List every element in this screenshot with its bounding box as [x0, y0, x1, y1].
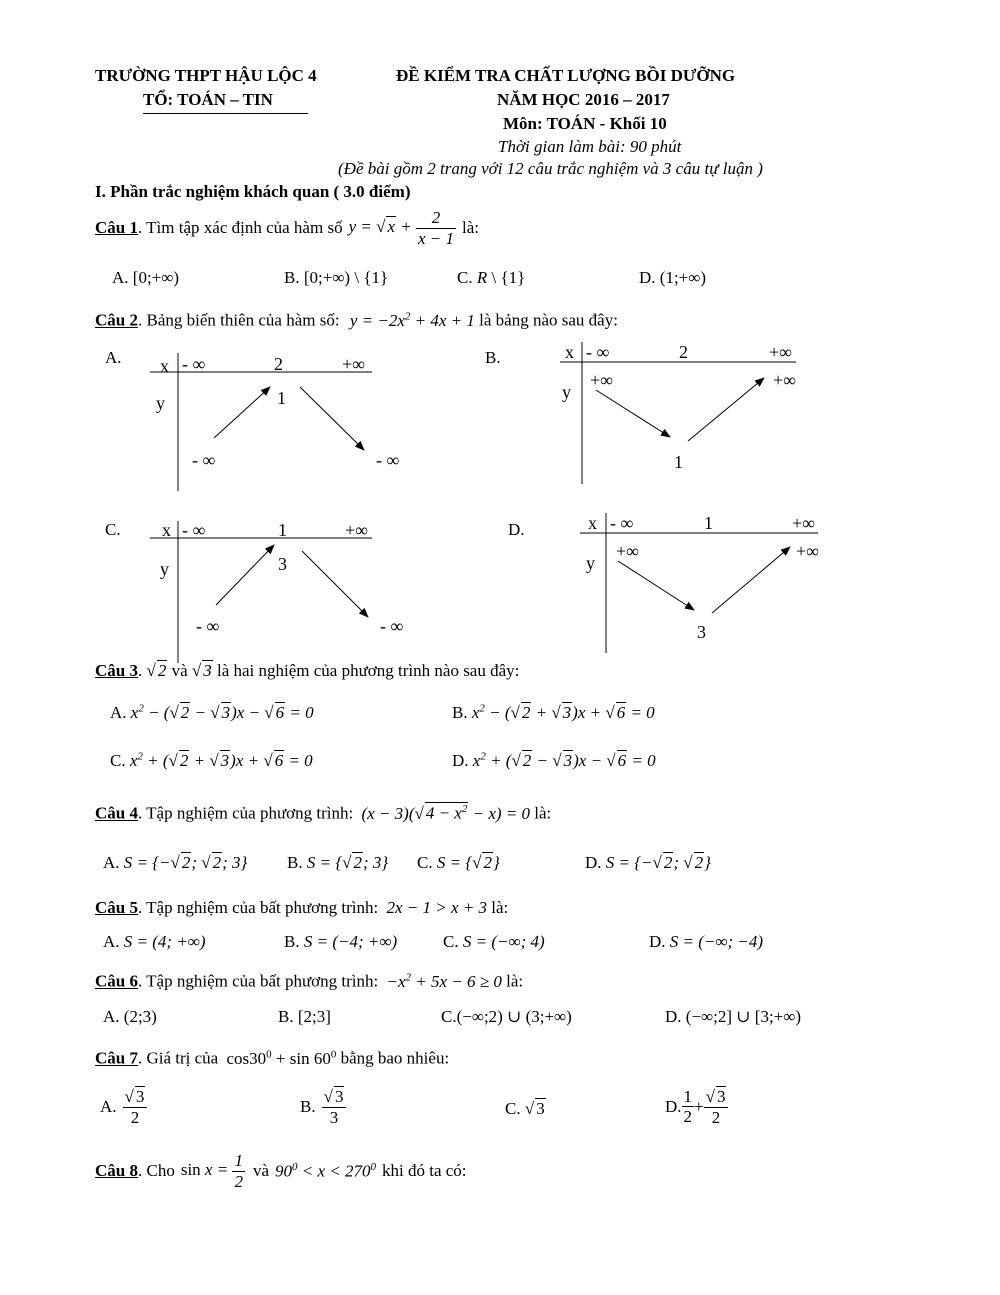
question-text: . Tập nghiệm của bất phương trình:	[137, 971, 379, 991]
question-suffix: là:	[491, 898, 509, 917]
arrow-up	[216, 545, 274, 605]
table-x-neg-inf: - ∞	[182, 520, 206, 540]
table-y-vertex: 3	[697, 622, 706, 642]
question-formula: 2x − 1 > x + 3	[386, 898, 488, 917]
arrow-up	[688, 378, 764, 441]
q7-option-b[interactable]: B. $\frac{√ 3}{3}$	[300, 1086, 346, 1127]
option-label: A.	[103, 853, 120, 872]
q3-option-b[interactable]: B. $x^2$ − (√ 2 + √ 3)x + √ 6 = 0	[452, 702, 655, 722]
option-label: C.	[441, 1007, 457, 1026]
option-label: D.	[585, 853, 602, 872]
question-suffix: là:	[506, 971, 524, 991]
option-label: A.	[100, 1096, 117, 1116]
option-label: B.	[284, 932, 300, 951]
subject: Môn: TOÁN - Khối 10	[503, 114, 667, 133]
table-y-right: - ∞	[376, 450, 400, 470]
question-label: Câu 6	[95, 971, 138, 991]
q5-option-d[interactable]: D. S = (−∞; −4)	[649, 932, 764, 951]
question-4	[95, 802, 551, 824]
question-text: . Tập nghiệm của bất phương trình:	[137, 898, 379, 917]
question-text: là hai nghiệm của phương trình nào sau đây:	[216, 661, 520, 680]
table-y-vertex: 3	[278, 554, 287, 574]
table-y-label: y	[586, 553, 595, 573]
arrow-up	[214, 387, 270, 438]
table-x-pos-inf: +∞	[342, 354, 365, 374]
angle-range: $90^0 < x < 270^0$	[275, 1160, 376, 1181]
q5-option-c[interactable]: C. S = (−∞; 4)	[443, 932, 545, 951]
q1-option-c[interactable]: C. R \ {1}	[457, 268, 526, 287]
question-suffix: khi đó ta có:	[382, 1161, 467, 1180]
option-label: D.	[452, 751, 469, 770]
question-text: . Giá trị của	[137, 1048, 219, 1068]
table-x-neg-inf: - ∞	[586, 342, 610, 362]
q7-option-d[interactable]: D. $\frac{1}{2}$ + $\frac{√ 3}{2}$	[665, 1086, 728, 1127]
question-suffix: là bảng nào sau đây:	[479, 310, 618, 330]
variation-table-b	[560, 338, 820, 488]
department: TỔ: TOÁN – TIN	[143, 90, 308, 114]
q2-option-c[interactable]: C.	[105, 520, 121, 539]
table-x-pos-inf: +∞	[345, 520, 368, 540]
q6-option-d[interactable]: D. (−∞;2] ∪ [3;+∞)	[665, 1007, 802, 1026]
option-label: D.	[665, 1007, 682, 1026]
question-suffix: là:	[462, 218, 480, 237]
q7-option-c[interactable]: C. √ 3	[505, 1099, 545, 1118]
question-label: Câu 3	[95, 661, 138, 680]
table-y-vertex: 1	[277, 388, 286, 408]
variation-table-c	[140, 517, 404, 667]
question-suffix: là:	[534, 803, 552, 823]
table-x-neg-inf: - ∞	[182, 354, 206, 374]
question-label: Câu 5	[95, 898, 138, 917]
table-x-label: x	[162, 520, 171, 540]
question-formula: $\cos 30^0 + \sin 60^0$	[226, 1048, 337, 1068]
question-mid: và	[171, 661, 188, 680]
exam-note: (Đề bài gồm 2 trang với 12 câu trắc nghiệm và 3 câu tự luận )	[338, 159, 763, 178]
q5-option-b[interactable]: B. S = (−4; +∞)	[284, 932, 398, 951]
table-y-right: +∞	[773, 370, 796, 390]
table-x-vertex: 2	[679, 342, 688, 362]
question-formula: $-x^2 + 5x - 6 \ge 0$	[386, 971, 502, 991]
q4-option-d[interactable]: D. S = {−√ 2; √ 2}	[585, 853, 711, 872]
table-y-right: - ∞	[380, 616, 404, 636]
q2-option-b[interactable]: B.	[485, 348, 501, 367]
table-y-label: y	[160, 559, 169, 579]
question-2	[95, 310, 618, 331]
q3-option-a[interactable]: A. $x^2$ − (√ 2 − √ 3)x − √ 6 = 0	[110, 702, 314, 722]
option-label: D.	[639, 268, 656, 287]
root-sqrt2: √ 2	[146, 661, 167, 680]
table-y-left: +∞	[616, 541, 639, 561]
question-suffix: bằng bao nhiêu:	[340, 1048, 450, 1068]
option-label: B.	[284, 268, 300, 287]
root-sqrt3: √ 3	[191, 661, 212, 680]
q3-option-d[interactable]: D. $x^2$ + (√ 2 − √ 3)x − √ 6 = 0	[452, 750, 656, 770]
option-label: A.	[112, 268, 129, 287]
q1-option-a[interactable]: A. [0;+∞)	[112, 268, 180, 287]
q4-option-b[interactable]: B. S = {√ 2; 3}	[287, 853, 389, 872]
table-y-vertex: 1	[674, 452, 683, 472]
q7-option-a[interactable]: A. $\frac{√ 3}{2}$	[100, 1086, 147, 1127]
table-x-neg-inf: - ∞	[610, 513, 634, 533]
question-formula: y = √ x + $\frac{2}{x - 1}$	[348, 207, 455, 248]
option-label: A.	[103, 1007, 120, 1026]
q1-option-b[interactable]: B. [0;+∞) \ {1}	[284, 268, 389, 287]
question-formula: sin x = $\frac{1}{2}$	[180, 1150, 243, 1191]
table-x-vertex: 1	[278, 520, 287, 540]
option-label: D.	[665, 1096, 682, 1116]
question-text: . Tìm tập xác định của hàm số	[137, 218, 343, 237]
table-x-vertex: 2	[274, 354, 283, 374]
q6-option-c[interactable]: C.(−∞;2) ∪ (3;+∞)	[441, 1007, 572, 1026]
question-text: . Cho	[137, 1161, 175, 1180]
question-6	[95, 971, 523, 992]
option-label: A.	[103, 932, 120, 951]
option-label: C.	[417, 853, 433, 872]
option-label: C.	[457, 268, 473, 287]
arrow-down	[302, 551, 368, 617]
question-formula: (x − 3)(√ $4 - x^2 - x) = 0$	[361, 803, 531, 823]
table-x-pos-inf: +∞	[792, 513, 815, 533]
q5-option-a[interactable]: A. S = (4; +∞)	[103, 932, 206, 951]
exam-time: Thời gian làm bài: 90 phút	[498, 137, 682, 156]
question-label: Câu 2	[95, 310, 138, 330]
arrow-up	[712, 547, 790, 613]
q4-option-a[interactable]: A. S = {−√ 2; √ 2; 3}	[103, 853, 248, 872]
q4-option-c[interactable]: C. S = {√ 2}	[417, 853, 500, 872]
table-y-label: y	[562, 382, 571, 402]
q6-option-b[interactable]: B. [2;3]	[278, 1007, 331, 1026]
arrow-down	[596, 390, 670, 437]
arrow-down	[300, 387, 364, 450]
table-x-pos-inf: +∞	[769, 342, 792, 362]
table-y-label: y	[156, 393, 165, 413]
option-label: C.	[110, 751, 126, 770]
option-label: B.	[300, 1096, 316, 1116]
arrow-down	[618, 561, 694, 610]
option-label: C.	[505, 1099, 521, 1118]
table-x-label: x	[588, 513, 597, 533]
question-text: . Tập nghiệm của phương trình:	[137, 803, 354, 823]
question-label: Câu 1	[95, 218, 138, 237]
question-label: Câu 7	[95, 1048, 138, 1068]
question-8	[95, 1148, 467, 1194]
table-y-left: - ∞	[192, 450, 216, 470]
question-text: . Bảng biến thiên của hàm số:	[137, 310, 340, 330]
q2-option-d[interactable]: D.	[508, 520, 525, 539]
question-3: Câu 3. √ 2 và √ 3 là hai nghiệm của phương trình nào sau đây:	[95, 661, 520, 680]
option-label: B.	[278, 1007, 294, 1026]
question-7	[95, 1048, 449, 1069]
table-x-label: x	[565, 342, 574, 362]
table-x-label: x	[160, 356, 169, 376]
question-label: Câu 8	[95, 1161, 138, 1180]
table-y-left: +∞	[590, 370, 613, 390]
question-label: Câu 4	[95, 803, 138, 823]
option-label: D.	[649, 932, 666, 951]
section-title: I. Phần trắc nghiệm khách quan ( 3.0 điểm)	[95, 182, 411, 201]
question-formula: $y = -2x^2 + 4x + 1$	[349, 310, 475, 330]
school-name: TRƯỜNG THPT HẬU LỘC 4	[95, 66, 317, 85]
question-5	[95, 898, 508, 918]
option-label: B.	[452, 703, 468, 722]
table-x-vertex: 1	[704, 513, 713, 533]
q1-option-d[interactable]: D. (1;+∞)	[639, 268, 707, 287]
q3-option-c[interactable]: C. $x^2$ + (√ 2 + √ 3)x + √ 6 = 0	[110, 750, 313, 770]
option-label: A.	[110, 703, 127, 722]
option-label: C.	[443, 932, 459, 951]
q6-option-a[interactable]: A. (2;3)	[103, 1007, 157, 1026]
question-mid: và	[252, 1161, 269, 1180]
question-1	[95, 205, 479, 251]
table-y-left: - ∞	[196, 616, 220, 636]
variation-table-a	[140, 345, 400, 495]
school-year: NĂM HỌC 2016 – 2017	[497, 90, 670, 109]
table-y-right: +∞	[796, 541, 819, 561]
exam-title: ĐỀ KIỂM TRA CHẤT LƯỢNG BỒI DƯỠNG	[396, 66, 736, 85]
variation-table-d	[580, 507, 840, 657]
option-label: B.	[287, 853, 303, 872]
q2-option-a[interactable]: A.	[105, 348, 122, 367]
